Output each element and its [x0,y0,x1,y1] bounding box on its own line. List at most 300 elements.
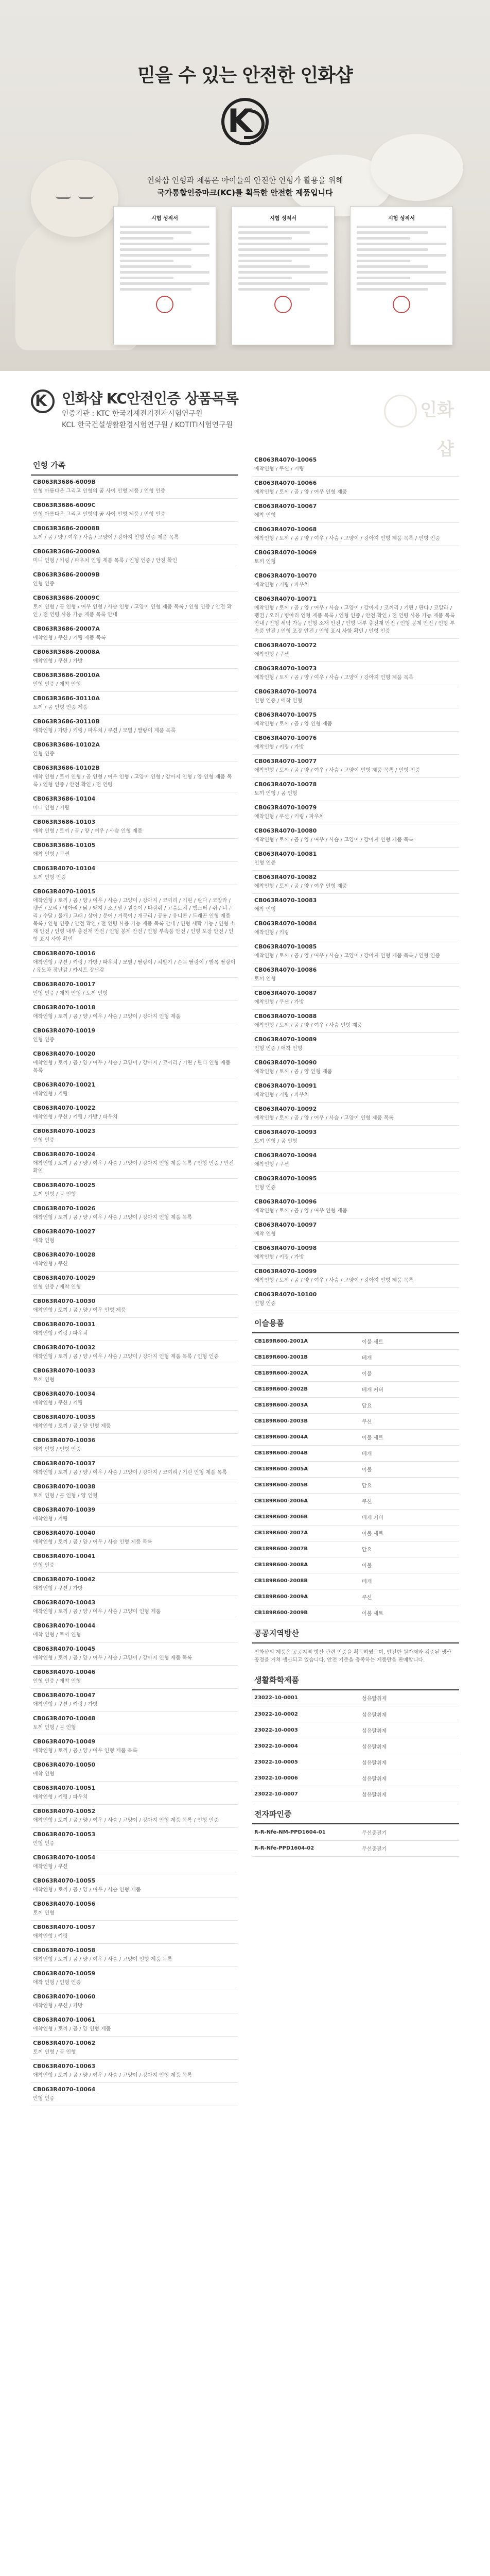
cert-number: CB063R4070-10067 [254,503,317,510]
list-item [31,816,238,839]
cert-number: CB189R600-2008A [252,1557,360,1573]
product-description: 애착인형 / 쿠션 / 키링 제품 목록 [33,635,106,641]
list-item [31,1944,238,1967]
list-item [31,1990,238,2013]
cert-number: CB063R4070-10029 [33,1275,96,1281]
cert-number: CB063R4070-10054 [33,1854,96,1861]
kc-product-list [31,453,459,2106]
product-description: 인형 인증 [254,1301,276,1307]
list-item [31,1001,238,1024]
cert-number: CB063R4070-10095 [254,1175,317,1182]
list-item [31,2037,238,2060]
product-description: 애착인형 / 토끼 / 곰 / 양 / 여우 / 사슴 / 고양이 / 강아지 인형 제품 목록 / 인형 인증 [33,1818,219,1823]
certificate-title: 시험 성적서 [270,216,296,222]
cert-number: CB063R4070-10018 [33,1004,96,1011]
product-description: 애착 인형 [254,513,276,518]
list-item [31,1805,238,1828]
cert-table [252,1690,459,1803]
list-item [31,545,238,568]
product-description: 애착인형 / 키링 [254,930,289,936]
list-item [31,692,238,715]
cert-number: CB189R600-2002A [252,1365,360,1381]
table-row [252,1824,459,1840]
list-item [252,1010,459,1033]
list-item [31,1295,238,1318]
product-description: 인형 인증 / 애착 인형 [33,1679,81,1684]
product-description: 애착인형 / 키링 / 파우치 [33,1331,88,1336]
kc-list-title: 인화샵 KC안전인증 상품목록 [62,390,239,407]
list-item [31,978,238,1001]
product-description: 애착 인형 / 토끼 / 곰 / 양 / 여우 / 사슴 인형 제품 [33,828,143,834]
list-item [252,1056,459,1079]
cert-number: CB063R4070-10047 [33,1692,96,1699]
product-name: 이불 세트 [360,1605,459,1621]
hero-desc-line1: 인화샵 인형과 제품은 아이들의 안전한 인형가 활용을 위해 [147,176,343,185]
product-description: 미니 인형 / 키링 / 파우치 인형 제품 목록 / 인형 인증 / 안전 확인 [33,558,178,564]
cert-number: CB189R600-2003A [252,1397,360,1413]
product-name: 쿠션 [360,1413,459,1429]
product-name: 담요 [360,1541,459,1557]
cert-number: CB063R4070-10076 [254,735,317,741]
hero-desc-line2: 국가통합인증마크(KC)를 획득한 안전한 제품입니다 [157,188,333,197]
cert-number: CB063R4070-10031 [33,1321,96,1328]
table-row [252,1541,459,1557]
product-list-left-column [31,453,238,2106]
product-description: 인형 인증 [33,1138,55,1143]
product-description: 애착인형 / 쿠션 [33,1261,68,1267]
table-row [252,1477,459,1493]
product-description: 애착인형 / 토끼 / 곰 / 양 인형 제품 [254,1069,332,1075]
list-item [31,715,238,738]
product-name: 담요 [360,1397,459,1413]
cert-number: CB189R600-2001A [252,1333,360,1349]
product-description: 토끼 인형 [33,1910,55,1916]
product-description: 애착 인형 [33,1238,55,1244]
product-description: 애착인형 / 토끼 / 곰 / 양 / 여우 / 사슴 / 고양이 인형 제품 목록 [33,1957,172,1962]
cert-number: CB063R4070-10064 [33,2086,96,2093]
cert-number: CB063R3686-10102A [33,741,100,748]
list-item [31,1642,238,1666]
product-description: 인형 인증 / 애착 인형 / 토끼 인형 [33,991,108,996]
product-description: 애착인형 / 키링 / 가방 [254,744,304,750]
list-item [31,568,238,591]
product-description: 애착인형 / 토끼 / 곰 / 양 / 여우 인형 제품 [254,1208,347,1214]
product-description: 애착인형 / 토끼 / 곰 / 양 / 여우 / 사슴 / 고양이 / 강아지 인형 제품 목록 [254,837,414,843]
cert-number: CB189R600-2006A [252,1493,360,1509]
section-title: 인형 가족 [31,455,238,476]
product-description: 애착인형 / 쿠션 / 키링 / 가방 [33,1702,98,1707]
list-item [252,708,459,732]
cert-number: CB063R4070-10032 [33,1344,96,1351]
cert-number: CB063R4070-10030 [33,1298,96,1304]
product-name: 이불 [360,1557,459,1573]
product-description: 애착인형 / 토끼 / 곰 / 양 / 여우 / 사슴 / 고양이 인형 제품 [33,1609,161,1615]
list-item [31,1202,238,1225]
product-description: 애착인형 / 키링 / 파우치 [33,1794,88,1800]
cert-number: CB063R4070-10048 [33,1715,96,1722]
list-item [252,963,459,987]
cert-number: CB063R4070-10059 [33,1970,96,1977]
list-item [31,1967,238,1990]
product-description: 애착인형 / 쿠션 / 가방 [33,658,83,664]
cert-number: CB063R4070-10017 [33,981,96,988]
cert-number: CB063R4070-10071 [254,596,317,602]
table-row [252,1770,459,1786]
cert-number: CB063R4070-10080 [254,827,317,834]
cert-number: CB063R4070-10062 [33,2040,96,2046]
kc-mark-icon [31,389,55,413]
product-description: 인형 인증 [33,1563,55,1568]
cert-number: CB063R4070-10025 [33,1182,96,1189]
cert-number: CB063R4070-10036 [33,1437,96,1444]
cert-number: CB063R4070-10033 [33,1367,96,1374]
product-description: 애착인형 / 토끼 / 곰 / 양 / 여우 / 사슴 / 고양이 / 강아지 인형 제품 목록 [254,675,414,681]
cert-number: CB063R4070-10065 [254,456,317,463]
cert-number: CB189R600-2002B [252,1381,360,1397]
cert-number: CB063R4070-10050 [33,1761,96,1768]
list-item [31,1782,238,1805]
cert-number: CB063R4070-10082 [254,874,317,880]
product-description: 애착인형 / 쿠션 / 키링 / 가방 / 파우치 / 모빌 / 딸랑이 / 치발기 / 손목 딸랑이 / 발목 딸랑이 / 유모차 장난감 / 카시트 장난감 [33,960,236,973]
cert-number: CB063R4070-10091 [254,1082,317,1089]
product-description: 애착인형 / 토끼 / 곰 / 양 / 여우 / 사슴 인형 제품 [254,1023,362,1028]
seal-icon [274,296,292,313]
seal-icon [156,296,173,313]
cert-table [252,1333,459,1621]
cert-number: CB063R3686-20010A [33,672,100,679]
cert-number: CB189R600-2006B [252,1509,360,1525]
list-item [31,591,238,622]
list-item [252,1079,459,1103]
product-description: 애착인형 / 토끼 / 곰 / 양 인형 제품 [33,2026,111,2032]
product-name: 이불 [360,1461,459,1477]
list-item [31,1078,238,1101]
cert-number: CB063R4070-10053 [33,1831,96,1838]
cert-number: CB063R4070-10079 [254,804,317,811]
product-description: 애착인형 / 토끼 / 곰 / 양 / 여우 / 사슴 인형 제품 [33,1887,141,1893]
list-item [31,522,238,545]
product-description: 애착 인형 [254,1231,276,1237]
product-name: 이불 [360,1365,459,1381]
list-item [31,1125,238,1148]
cert-number: CB063R4070-10072 [254,642,317,649]
product-description: 애착인형 / 토끼 / 곰 / 양 / 여우 인형 제품 [33,1308,126,1313]
cert-number: CB189R600-2007A [252,1525,360,1541]
product-description: 애착 인형 [33,1771,55,1777]
product-description: 애착인형 / 쿠션 / 키링 [254,466,304,472]
cert-number: CB063R4070-10097 [254,1222,317,1228]
cert-number: CB063R4070-10046 [33,1669,96,1675]
list-item [31,792,238,816]
section-title: 공공지역방산 [252,1623,459,1643]
cert-number: CB063R4070-10098 [254,1245,317,1251]
product-description: 인형 인증 [254,1185,276,1191]
product-description: 애착인형 / 토끼 / 곰 / 양 / 여우 / 사슴 / 고양이 / 강아지 인형 제품 목록 / 인형 인증 [254,536,441,541]
cert-number: CB063R4070-10093 [254,1129,317,1136]
certificate-card [232,206,335,345]
cert-number: CB063R3686-6009C [33,502,96,509]
cert-number: CB063R4070-10052 [33,1808,96,1815]
cert-number: CB189R600-2003B [252,1413,360,1429]
cert-number: CB063R4070-10063 [33,2063,96,2070]
table-row [252,1429,459,1445]
table-row [252,1557,459,1573]
product-description: 인형 인증 / 애착 인형 [254,1046,303,1052]
product-description: 토끼 인형 인증 [33,875,66,880]
cert-number: CB063R3686-20008B [33,525,100,532]
table-row [252,1333,459,1349]
list-item [252,1149,459,1172]
cert-number: CB063R3686-30110B [33,718,100,725]
cert-number: CB063R4070-10069 [254,549,317,556]
cert-number: CB189R600-2009A [252,1589,360,1605]
product-description: 인형 인증 [254,860,276,866]
product-description: 인형 아름다운 그리고 인형의 꿈 사이 인형 제품 / 인형 인증 [33,488,166,494]
list-item [252,1103,459,1126]
list-item [252,523,459,546]
section-title: 전자파인증 [252,1804,459,1824]
cert-number: CB063R4070-10028 [33,1251,96,1258]
table-row [252,1397,459,1413]
product-description: 애착인형 / 토끼 / 곰 / 양 / 여우 / 사슴 인형 제품 목록 [33,1539,153,1545]
certificate-title: 시험 성적서 [151,216,178,222]
product-description: 애착인형 / 키링 [33,1091,68,1097]
cert-number: 23022-10-0006 [252,1770,360,1786]
product-description: 미니 인형 / 키링 [33,805,69,811]
cert-number: CB063R4070-10023 [33,1128,96,1134]
product-description: 애착인형 / 쿠션 [254,652,289,657]
product-description: 애착인형 / 쿠션 / 가방 [33,1586,83,1591]
product-description: 애착인형 / 토끼 / 곰 / 양 인형 제품 [254,721,332,727]
cert-number: CB063R4070-10077 [254,758,317,765]
cert-number: 23022-10-0007 [252,1786,360,1802]
cert-number: CB063R3686-20008A [33,649,100,655]
list-item [31,2060,238,2083]
list-item [31,646,238,669]
list-item [31,761,238,792]
product-name: 쿠션 [360,1493,459,1509]
product-name: 베개 [360,1445,459,1461]
list-item [31,1921,238,1944]
product-description: 애착인형 / 키링 [33,1516,68,1522]
product-name: 쿠션 [360,1589,459,1605]
product-description: 토끼 인형 / 곰 인형 [33,2049,76,2055]
product-description: 애착 인형 / 인형 인증 [33,1447,81,1452]
cert-number: CB189R600-2009B [252,1605,360,1621]
product-description: 애착 인형 / 토끼 인형 [33,1632,81,1638]
list-item [252,732,459,755]
product-description: 애착 인형 / 쿠션 [33,852,69,857]
product-description: 인형 아름다운 그리고 인형의 꿈 사이 인형 제품 / 인형 인증 [33,512,166,517]
product-description: 애착인형 / 토끼 / 곰 / 양 / 여우 / 사슴 / 고양이 / 강아지 / 코끼리 / 기린 / 판다 / 코알라 / 펭귄 / 오리 / 병아리 / 닭 / 돼지 / 소 / 말 / 원숭이 / 다람쥐 / 고슴도치 / 햄스터 / 쥐 / 너구리 / 수달 / 물개 / 고래 / 상어 / 문어 / 거북이 / 개구리 / 공룡 / 유니콘 / 드래곤 인형 제품 목록 / 인형 인증 / 안전 확인 / 전 연령 사용 가능 제품 목록 안내 / 인형 세탁 가능 / 인형 소재 안전 / 인형 내부 충전재 안전 / 인형 봉제 안전 / 인형 부속품 안전 / 인형 포장 안전 / 인형 표시 사항 확인 [33,898,235,942]
list-item [252,662,459,685]
cert-number: CB063R4070-10042 [33,1576,96,1583]
list-item [31,1573,238,1596]
list-item [252,1033,459,1056]
cert-number: 23022-10-0003 [252,1722,360,1738]
product-description: 애착인형 / 토끼 / 곰 / 양 / 여우 인형 제품 [254,489,347,495]
kc-list-agency-2: KCL 한국건설생활환경시험연구원 / KOTITI시험연구원 [62,421,233,429]
product-description: 애착인형 / 토끼 / 곰 / 양 / 여우 / 사슴 / 고양이 / 강아지 인형 제품 목록 [33,1655,192,1661]
cert-number: CB063R3686-20009C [33,595,100,601]
product-name: 이불 세트 [360,1333,459,1349]
table-row [252,1573,459,1589]
product-name: 베개 커버 [360,1381,459,1397]
product-description: 인형 인증 [33,2096,55,2102]
kc-list-agency-1: 인증기관 : KTC 한국기계전기전자시험연구원 [62,410,203,418]
list-item [252,592,459,639]
list-item [31,1457,238,1480]
cert-number: 23022-10-0004 [252,1738,360,1754]
list-item [31,1248,238,1272]
product-description: 애착인형 / 키링 [33,1934,68,1939]
cert-number: CB063R3686-10105 [33,842,96,849]
list-item [31,1851,238,1874]
product-description: 인형 인증 [33,1841,55,1846]
kc-mark-icon [221,98,269,145]
section-description: 인화샵의 제품은 공공지역 방산 관련 인증을 획득하였으며, 안전한 원자재와 검증된 생산 공정을 거쳐 생산되고 있습니다. 안전 기준을 충족하는 제품만을 판매합니다. [254,1649,451,1663]
cert-number: CB063R3686-30110A [33,695,100,702]
product-description: 애착인형 / 쿠션 / 키링 [33,1400,83,1406]
list-item [31,499,238,522]
product-name: 섬유탈취제 [360,1706,459,1722]
list-item [31,1341,238,1364]
certificate-gallery [113,206,453,345]
certificate-card [350,206,453,345]
product-description: 애착인형 / 키링 / 파우치 [254,582,309,588]
product-description: 인형 인증 [33,581,55,587]
cert-number: CB189R600-2004A [252,1429,360,1445]
list-item [31,1047,238,1078]
list-item [252,1288,459,1311]
product-name: 섬유탈취제 [360,1738,459,1754]
cert-number: CB063R4070-10085 [254,943,317,950]
product-description: 인형 인증 / 애착 인형 [33,682,81,687]
list-item [252,801,459,824]
cert-number: CB063R3686-10103 [33,819,96,825]
cert-number: CB063R3686-6009B [33,479,96,485]
product-description: 애착인형 / 쿠션 / 가방 [33,2003,83,2009]
table-row [252,1445,459,1461]
list-item [31,1272,238,1295]
cert-number: CB063R4070-10083 [254,897,317,904]
table-row [252,1381,459,1397]
list-item [31,1712,238,1735]
cert-number: 23022-10-0001 [252,1690,360,1706]
list-item [252,824,459,848]
table-row [252,1525,459,1541]
list-item [31,476,238,499]
list-item [31,1148,238,1179]
list-item [31,947,238,978]
cert-number: CB063R4070-10089 [254,1036,317,1043]
product-description: 애착인형 / 키링 / 파우치 [254,1092,309,1098]
cert-number: CB063R4070-10094 [254,1152,317,1159]
list-item [252,546,459,569]
list-item [31,1387,238,1411]
list-item [31,1527,238,1550]
product-description: 애착인형 / 토끼 / 곰 / 양 / 여우 / 사슴 / 고양이 / 강아지 / 코끼리 / 기린 인형 제품 목록 [33,1470,227,1476]
list-item [252,1265,459,1288]
cert-number: 23022-10-0005 [252,1754,360,1770]
list-item [31,1666,238,1689]
cert-number: CB063R4070-10040 [33,1530,96,1536]
table-row [252,1706,459,1722]
list-item [252,477,459,500]
cert-number: CB063R4070-10092 [254,1106,317,1112]
list-item [31,1596,238,1619]
list-item [31,1434,238,1457]
list-item [31,1550,238,1573]
table-row [252,1509,459,1525]
product-description: 인형 인증 [33,751,55,757]
list-item [252,1126,459,1149]
table-row [252,1722,459,1738]
cert-number: CB063R4070-10027 [33,1228,96,1235]
cert-number: CB189R600-2005A [252,1461,360,1477]
product-description: 애착인형 / 쿠션 [254,1162,289,1167]
product-name: 베개 [360,1349,459,1365]
product-description: 애착인형 / 토끼 / 곰 / 양 / 여우 / 사슴 / 고양이 / 강아지 / 코끼리 / 기린 / 판다 / 코알라 / 펭귄 / 오리 / 병아리 인형 제품 목록 / 인형 인증 / 안전 확인 / 전 연령 사용 가능 제품 목록 안내 / 인형 세탁 가능 / 인형 소재 안전 / 인형 내부 충전재 안전 / 인형 봉제 안전 / 인형 부속품 안전 / 인형 포장 안전 / 인형 표시 사항 확인 / 인형 인증 [254,605,455,634]
cert-number: CB189R600-2008B [252,1573,360,1589]
list-item [252,848,459,871]
product-name: 섬유탈취제 [360,1770,459,1786]
list-item [31,1619,238,1642]
list-item [31,2013,238,2037]
product-description: 애착 인형 [254,907,276,912]
list-item [252,685,459,708]
product-description: 애착인형 / 쿠션 [33,1864,68,1870]
cert-number: CB063R4070-10061 [33,2016,96,2023]
product-name: 무선충전기 [360,1840,459,1856]
cert-number: CB063R3686-20009B [33,571,100,578]
list-item [31,839,238,862]
cert-number: CB063R4070-10043 [33,1599,96,1606]
cert-number: CB063R4070-10074 [254,688,317,695]
product-description: 애착인형 / 쿠션 / 키링 / 가방 / 파우치 [33,1114,118,1120]
cert-number: CB063R4070-10096 [254,1198,317,1205]
list-item [31,1480,238,1503]
product-description: 애착인형 / 가방 / 키링 / 파우치 / 쿠션 / 모빌 / 딸랑이 제품 목록 [33,728,176,734]
list-item [252,940,459,963]
cert-number: CB063R4070-10078 [254,781,317,788]
cert-number: CB063R4070-10026 [33,1205,96,1212]
cert-number: CB063R4070-10051 [33,1785,96,1791]
cert-number: CB063R4070-10068 [254,526,317,533]
product-name: 담요 [360,1477,459,1493]
table-row [252,1754,459,1770]
cert-table [252,1824,459,1857]
table-row [252,1786,459,1802]
list-item [252,871,459,894]
cert-number: CB063R4070-10016 [33,950,96,957]
product-description: 애착인형 / 토끼 / 곰 / 양 / 여우 / 사슴 / 고양이 / 강아지 인형 제품 목록 [33,2073,192,2078]
product-name: 섬유탈취제 [360,1690,459,1706]
list-item [252,778,459,801]
cert-number: R-R-Nfe-PPD1604-02 [252,1840,360,1856]
product-description: 토끼 인형 / 곰 인형 [33,1192,76,1197]
hero-section [0,0,490,371]
cert-number: CB063R4070-10035 [33,1414,96,1420]
product-description: 토끼 인형 [254,559,276,565]
cert-number: CB063R4070-10084 [254,920,317,927]
product-description: 인형 인증 / 애착 인형 [254,698,303,704]
table-row [252,1605,459,1621]
cert-number: CB063R4070-10055 [33,1877,96,1884]
product-description: 애착인형 / 토끼 / 곰 / 양 / 여우 / 사슴 / 고양이 / 강아지 인형 제품 목록 [33,1215,192,1221]
cert-number: CB063R4070-10044 [33,1622,96,1629]
hero-title: 믿을 수 있는 안전한 인화샵 [137,65,353,86]
